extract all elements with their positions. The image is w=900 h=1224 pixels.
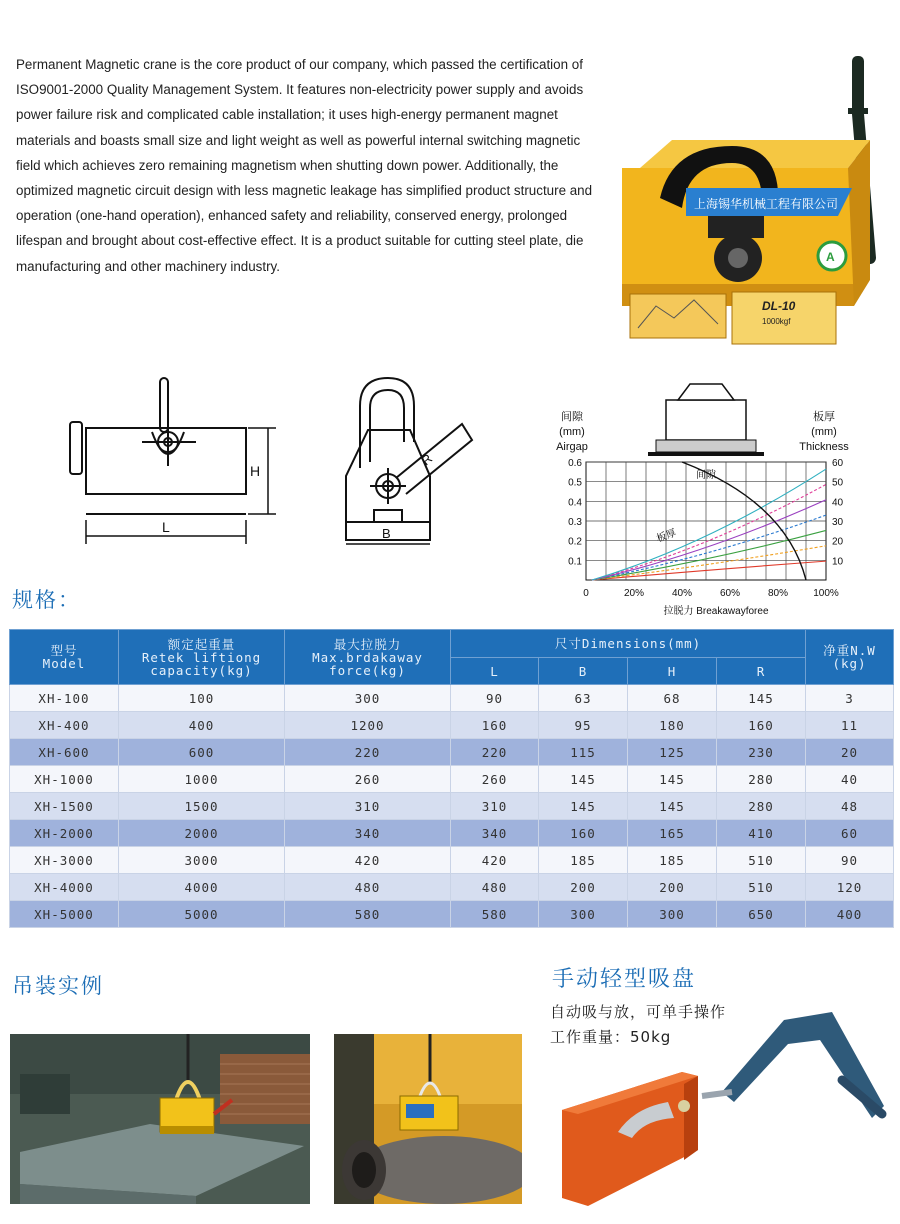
- cell-dim-r: 280: [717, 766, 806, 793]
- cell-max-breakaway: 580: [285, 901, 451, 928]
- left-axis-title-unit: (mm): [559, 426, 585, 438]
- cell-dim-h: 145: [628, 766, 717, 793]
- cell-model: XH-1500: [10, 793, 119, 820]
- cell-dim-l: 580: [451, 901, 539, 928]
- x-tick-label: 80%: [767, 588, 789, 599]
- svg-text:A: A: [826, 250, 835, 264]
- cell-model: XH-1000: [10, 766, 119, 793]
- cell-net-weight: 20: [806, 739, 894, 766]
- cell-rated-capacity: 2000: [119, 820, 285, 847]
- side-view-drawing: [62, 370, 292, 550]
- cell-net-weight: 60: [806, 820, 894, 847]
- cell-dim-b: 115: [539, 739, 628, 766]
- cell-net-weight: 3: [806, 685, 894, 712]
- table-row: [10, 820, 894, 847]
- table-row: [10, 847, 894, 874]
- curve-label-thickness: 板厚: [655, 527, 678, 545]
- cell-rated-capacity: 400: [119, 712, 285, 739]
- left-tick-label: 0.1: [568, 556, 582, 568]
- right-axis-title-unit: (mm): [811, 426, 837, 438]
- header-max-breakaway: 最大拉脱力 Max.brdakaway force(kg): [285, 630, 451, 685]
- cell-dim-h: 68: [628, 685, 717, 712]
- cell-dim-b: 185: [539, 847, 628, 874]
- cell-dim-h: 145: [628, 793, 717, 820]
- cell-net-weight: 90: [806, 847, 894, 874]
- x-tick-label: 100%: [813, 588, 839, 599]
- right-tick-label: 30: [832, 517, 844, 528]
- table-row: [10, 739, 894, 766]
- x-axis-ticks: [583, 588, 839, 599]
- cell-model: XH-4000: [10, 874, 119, 901]
- table-row: [10, 793, 894, 820]
- capacity-plate: 1000kgf: [762, 317, 791, 326]
- right-axis-title-en: Thickness: [799, 441, 849, 453]
- cell-rated-capacity: 1500: [119, 793, 285, 820]
- dim-height-label: H: [250, 463, 261, 479]
- x-tick-label: 20%: [623, 588, 645, 599]
- left-axis-ticks: [568, 458, 582, 567]
- table-row: [10, 712, 894, 739]
- thickness-curve: [592, 484, 826, 580]
- header-rated-capacity: 额定起重量 Retek liftiong capacity(kg): [119, 630, 285, 685]
- manual-desc-line-1: 自动吸与放，可单手操作: [550, 1003, 727, 1021]
- cell-net-weight: 48: [806, 793, 894, 820]
- table-row: [10, 766, 894, 793]
- cell-rated-capacity: 100: [119, 685, 285, 712]
- cell-max-breakaway: 260: [285, 766, 451, 793]
- cell-dim-b: 145: [539, 766, 628, 793]
- cell-dim-r: 145: [717, 685, 806, 712]
- dim-radius-label: R: [418, 450, 436, 469]
- spec-table-body: [10, 685, 894, 928]
- cell-dim-b: 63: [539, 685, 628, 712]
- cell-max-breakaway: 1200: [285, 712, 451, 739]
- install-photo-pipe: [334, 1034, 522, 1204]
- header-model: 型号 Model: [10, 630, 119, 685]
- right-tick-label: 40: [832, 497, 844, 509]
- cell-dim-r: 230: [717, 739, 806, 766]
- thickness-curve: [592, 546, 826, 580]
- table-row: [10, 874, 894, 901]
- left-tick-label: 0.2: [568, 536, 582, 548]
- manual-lifter-photo: [552, 1010, 892, 1210]
- cell-net-weight: 400: [806, 901, 894, 928]
- right-tick-label: 20: [832, 536, 844, 548]
- dim-length-label: L: [162, 519, 170, 535]
- cell-dim-h: 125: [628, 739, 717, 766]
- right-axis-ticks: [832, 458, 844, 567]
- cell-dim-l: 160: [451, 712, 539, 739]
- install-photo-plate: [10, 1034, 310, 1204]
- spec-table: [9, 629, 894, 928]
- right-tick-label: 50: [832, 477, 844, 489]
- cell-dim-h: 165: [628, 820, 717, 847]
- performance-chart: [546, 380, 876, 620]
- table-row: [10, 901, 894, 928]
- left-tick-label: 0.6: [568, 458, 582, 469]
- manual-heading: 手动轻型吸盘: [552, 967, 697, 992]
- header-net-weight: 净重N.W (kg): [806, 630, 894, 685]
- left-axis-title-cn: 间隙: [561, 411, 583, 423]
- dim-width-label: B: [382, 526, 391, 541]
- cell-rated-capacity: 5000: [119, 901, 285, 928]
- cell-max-breakaway: 300: [285, 685, 451, 712]
- cell-dim-l: 90: [451, 685, 539, 712]
- header-dim-H: H: [628, 658, 717, 685]
- intro-paragraph: Permanent Magnetic crane is the core product of our company, which passed the certification of ISO9001-2000 Quality Management System. It features non-electricity power supply and avoids power failure risk and complicated cable installation; it uses high-energy permanent magnet materials and boasts small size and light weight as well as powerful internal switching magnetic field which achieves zero remaining magnetism when shutting down power. Additionally, the optimized magnetic circuit design with less magnetic leakage has simplified product structure and operation (one-hand operation), enhanced safety and reliability, conserved energy, prolonged lifespan and brought about cost-effective effect. It is a product suitable for cutting steel plate, die manufacturing and other machinery industry.: [16, 57, 593, 274]
- cell-dim-h: 300: [628, 901, 717, 928]
- cell-dim-r: 510: [717, 847, 806, 874]
- cell-rated-capacity: 600: [119, 739, 285, 766]
- cell-dim-b: 300: [539, 901, 628, 928]
- left-tick-label: 0.4: [568, 497, 582, 509]
- cell-dim-l: 220: [451, 739, 539, 766]
- cell-max-breakaway: 310: [285, 793, 451, 820]
- cell-model: XH-2000: [10, 820, 119, 847]
- header-dimensions: 尺寸Dimensions(mm): [451, 630, 806, 658]
- cell-model: XH-3000: [10, 847, 119, 874]
- cell-dim-l: 480: [451, 874, 539, 901]
- cell-dim-l: 310: [451, 793, 539, 820]
- cell-dim-r: 650: [717, 901, 806, 928]
- manual-desc-line-2: 工作重量：50kg: [550, 1028, 672, 1046]
- thickness-curve: [592, 561, 826, 580]
- cell-max-breakaway: 420: [285, 847, 451, 874]
- cell-dim-b: 145: [539, 793, 628, 820]
- x-axis-title: 拉脱力 Breakawayforee: [663, 606, 769, 617]
- header-dim-L: L: [451, 658, 539, 685]
- cell-dim-b: 160: [539, 820, 628, 847]
- cell-model: XH-600: [10, 739, 119, 766]
- cell-dim-l: 420: [451, 847, 539, 874]
- cell-dim-b: 200: [539, 874, 628, 901]
- cell-max-breakaway: 480: [285, 874, 451, 901]
- right-tick-label: 60: [832, 458, 844, 469]
- left-tick-label: 0.3: [568, 517, 582, 528]
- chart-magnet-illustration: [648, 384, 764, 456]
- cell-dim-h: 180: [628, 712, 717, 739]
- cell-dim-r: 510: [717, 874, 806, 901]
- curve-label-gap: 间隙: [696, 470, 716, 481]
- x-tick-label: 60%: [719, 588, 741, 599]
- x-tick-label: 0: [583, 588, 589, 599]
- cell-net-weight: 11: [806, 712, 894, 739]
- spec-heading: 规格：: [12, 588, 81, 612]
- cell-max-breakaway: 340: [285, 820, 451, 847]
- cell-net-weight: 40: [806, 766, 894, 793]
- header-dim-B: B: [539, 658, 628, 685]
- cell-rated-capacity: 1000: [119, 766, 285, 793]
- right-axis-title-cn: 板厚: [813, 411, 835, 423]
- cell-dim-h: 185: [628, 847, 717, 874]
- cell-dim-r: 410: [717, 820, 806, 847]
- cell-dim-r: 160: [717, 712, 806, 739]
- model-plate: DL-10: [762, 299, 796, 313]
- cell-dim-l: 260: [451, 766, 539, 793]
- cell-model: XH-100: [10, 685, 119, 712]
- cell-rated-capacity: 3000: [119, 847, 285, 874]
- x-tick-label: 40%: [671, 588, 693, 599]
- cell-model: XH-5000: [10, 901, 119, 928]
- install-heading: 吊装实例: [12, 974, 104, 998]
- company-plate: 上海锡华机械工程有限公司: [694, 197, 839, 211]
- table-row: [10, 685, 894, 712]
- cell-dim-r: 280: [717, 793, 806, 820]
- product-photo: [612, 48, 898, 348]
- cell-net-weight: 120: [806, 874, 894, 901]
- left-axis-title-en: Airgap: [556, 441, 588, 453]
- header-dim-R: R: [717, 658, 806, 685]
- cell-dim-b: 95: [539, 712, 628, 739]
- cell-rated-capacity: 4000: [119, 874, 285, 901]
- cell-max-breakaway: 220: [285, 739, 451, 766]
- end-view-drawing: [330, 372, 490, 552]
- right-tick-label: 10: [832, 556, 844, 568]
- cell-dim-h: 200: [628, 874, 717, 901]
- left-tick-label: 0.5: [568, 477, 582, 489]
- cell-dim-l: 340: [451, 820, 539, 847]
- cell-model: XH-400: [10, 712, 119, 739]
